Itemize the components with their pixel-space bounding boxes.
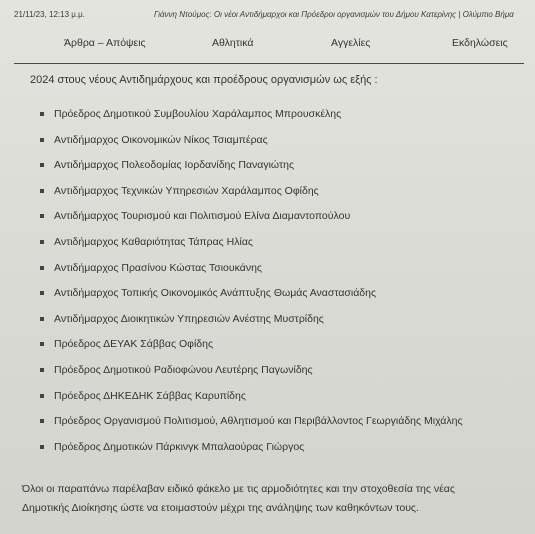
list-item (0, 236, 535, 262)
list-item-text: Αντιδήμαρχος Διοικητικών Υπηρεσιών Ανέστης Μυστρίδης (54, 312, 324, 325)
list-item-text: Πρόεδρος Δημοτικών Πάρκινγκ Μπαλαούρας Γιώργος (54, 440, 305, 453)
list-item-text: Αντιδήμαρχος Τουρισμού και Πολιτισμού Ελίνα Διαμαντοπούλου (54, 210, 351, 223)
list-item-text: Πρόεδρος Δημοτικού Ραδιοφώνου Λευτέρης Παγωνίδης (54, 363, 313, 376)
list-item (0, 313, 535, 339)
bullet-icon (40, 317, 44, 321)
list-item (0, 210, 535, 236)
list-item (0, 185, 535, 211)
list-item-text: Αντιδήμαρχος Τεχνικών Υπηρεσιών Χαράλαμπος Οφίδης (54, 184, 319, 197)
bullet-icon (40, 419, 44, 423)
bullet-icon (40, 214, 44, 218)
bullet-icon (40, 342, 44, 346)
bullet-icon (40, 138, 44, 142)
nav-item-events[interactable]: Εκδηλώσεις (452, 37, 508, 49)
bullet-icon (40, 163, 44, 167)
list-item (0, 338, 535, 364)
closing-line-1: Όλοι οι παραπάνω παρέλαβαν ειδικό φάκελο με τις αρμοδιότητες και την στοχοθεσία της νέας (22, 483, 455, 495)
list-item (0, 159, 535, 185)
bullet-icon (40, 394, 44, 398)
bullet-icon (40, 291, 44, 295)
list-item-text: Αντιδήμαρχος Καθαριότητας Τάπρας Ηλίας (54, 235, 253, 248)
print-title: Γιάννη Ντούμος: Οι νέοι Αντιδήμαρχοι και Πρόεδροι οργανισμών του Δήμου Κατερίνης | Ολύμπιο Βήμα (154, 10, 514, 19)
appointments-list (0, 108, 535, 466)
nav-item-classifieds[interactable]: Αγγελίες (331, 37, 371, 49)
list-item (0, 390, 535, 416)
list-item-text: Αντιδήμαρχος Τοπικής Οικονομικός Ανάπτυξης Θωμάς Αναστασιάδης (54, 287, 377, 300)
bullet-icon (40, 240, 44, 244)
bullet-icon (40, 445, 44, 449)
list-item-text: Αντιδήμαρχος Πρασίνου Κώστας Τσιουκάνης (54, 261, 262, 274)
bullet-icon (40, 266, 44, 270)
nav-divider (14, 63, 524, 64)
closing-line-2: Δημοτικής Διοίκησης ώστε να ετοιμαστούν μέχρι της ανάληψης των καθηκόντων τους. (22, 502, 419, 514)
nav-item-sports[interactable]: Αθλητικά (212, 37, 254, 49)
bullet-icon (40, 189, 44, 193)
list-item (0, 415, 535, 441)
print-date: 21/11/23, 12:13 μ.μ. (14, 10, 85, 19)
list-item-text: Αντιδήμαρχος Οικονομικών Νίκος Τσιαμπέρας (54, 133, 268, 146)
list-item (0, 441, 535, 467)
nav-item-articles[interactable]: Άρθρα – Απόψεις (64, 37, 146, 49)
list-item (0, 287, 535, 313)
bullet-icon (40, 112, 44, 116)
article-intro: 2024 στους νέους Αντιδημάρχους και προέδρους οργανισμών ως εξής : (30, 74, 378, 86)
list-item-text: Πρόεδρος ΔΗΚΕΔΗΚ Σάββας Καρυπίδης (54, 389, 246, 402)
bullet-icon (40, 368, 44, 372)
article-closing-paragraph (22, 480, 527, 518)
list-item (0, 108, 535, 134)
list-item (0, 262, 535, 288)
list-item-text: Πρόεδρος Δημοτικού Συμβουλίου Χαράλαμπος Μπρουσκέλης (54, 108, 342, 120)
list-item-text: Πρόεδρος Οργανισμού Πολιτισμού, Αθλητισμού και Περιβάλλοντος Γεωργιάδης Μιχάλης (54, 415, 463, 428)
list-item-text: Αντιδήμαρχος Πολεοδομίας Ιορδανίδης Παναγιώτης (54, 159, 295, 172)
list-item-text: Πρόεδρος ΔΕΥΑΚ Σάββας Οφίδης (54, 338, 214, 351)
list-item (0, 134, 535, 160)
site-nav (0, 37, 535, 55)
list-item (0, 364, 535, 390)
